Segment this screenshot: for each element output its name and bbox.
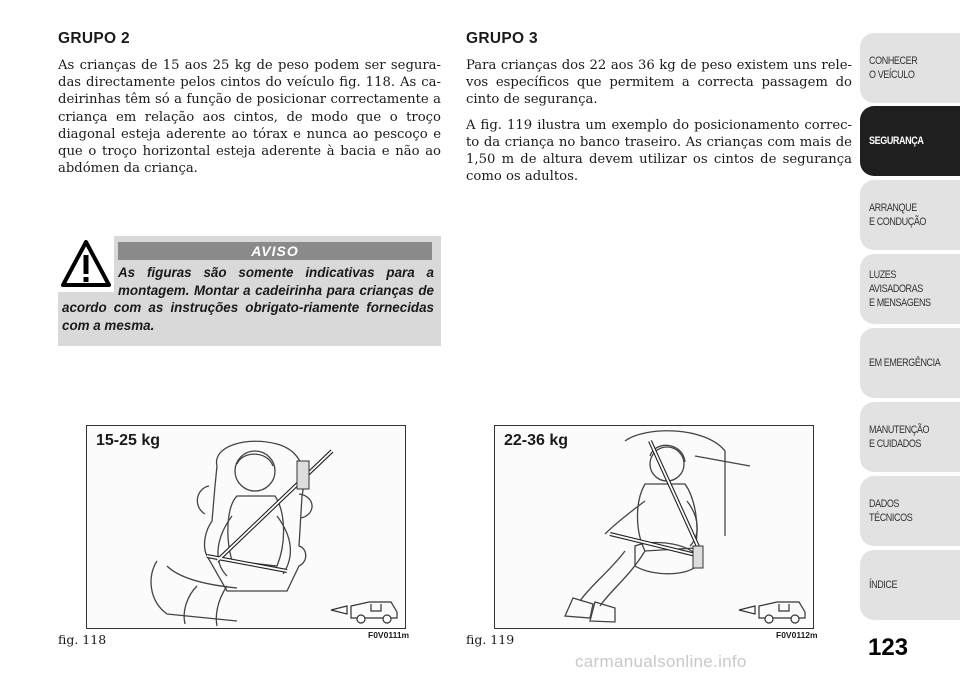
figure-119-code: F0V0112m (776, 630, 818, 640)
figure-118-code: F0V0111m (368, 630, 410, 640)
tab-arranque-e-conducao[interactable] (860, 180, 960, 250)
tab-label: ÍNDICE (869, 579, 898, 591)
figure-119 (494, 425, 814, 629)
figure-119-illustration (495, 426, 813, 628)
figure-118-caption: fig. 118 (58, 632, 107, 647)
figure-119-caption: fig. 119 (466, 632, 515, 647)
figure-118-weight-label: 15-25 kg (96, 432, 161, 449)
group-3-paragraph-2: A fig. 119 ilustra um exemplo do posicionamento correc-to da criança no banco traseiro. As crianças com mais de 1,50 m de altura devem utilizar os cintos de segurança como os adultos. (466, 117, 852, 185)
tab-label: ARRANQUE E CONDUÇÃO (869, 202, 927, 228)
tab-dados-tecnicos[interactable] (860, 476, 960, 546)
tab-label: DADOS TÉCNICOS (869, 498, 913, 524)
tab-manutencao[interactable] (860, 402, 960, 472)
group-2-paragraph: As crianças de 15 aos 25 kg de peso podem ser segura-das directamente pelos cintos do veículo fig. 118. As ca-deirinhas têm só a função de posicionar correctamente a criança em relação aos cintos, de modo que o troço diagonal esteja aderente ao tórax e nunca ao pescoço e que o troço horizontal esteja aderente à bacia e não ao abdómen da criança. (58, 58, 441, 177)
page-number: 123 (868, 634, 909, 661)
tab-label: CONHECER O VEÍCULO (869, 55, 918, 81)
group-3-heading: GRUPO 3 (466, 30, 538, 47)
warning-box (58, 236, 441, 346)
watermark: carmanualsonline.info (575, 652, 747, 671)
figure-118 (86, 425, 406, 629)
group-3-paragraph-1: Para crianças dos 22 aos 36 kg de peso existem uns rele-vos específicos que permitem a correcta passagem do cinto de segurança. (466, 58, 852, 108)
tab-indice[interactable] (860, 550, 960, 620)
warning-badge: AVISO (118, 242, 432, 260)
group-2-heading: GRUPO 2 (58, 30, 130, 47)
tab-label: MANUTENÇÃO E CUIDADOS (869, 424, 930, 450)
left-column (58, 30, 441, 185)
tab-conhecer-o-veiculo[interactable] (860, 33, 960, 103)
figure-119-weight-label: 22-36 kg (504, 432, 569, 449)
tab-label: SEGURANÇA (869, 135, 924, 147)
tab-seguranca[interactable] (860, 106, 960, 176)
tab-em-emergencia[interactable] (860, 328, 960, 398)
warning-text-content: As figuras são somente indicativas para a montagem. Montar a cadeirinha para crianças de acordo com as instruções obrigato-riamente fornecidas com a mesma. (62, 265, 434, 333)
right-column (466, 30, 852, 193)
tab-luzes-avisadoras[interactable] (860, 254, 960, 324)
figure-118-illustration (87, 426, 405, 628)
tab-label: LUZES AVISADORAS E MENSAGENS (869, 269, 931, 309)
warning-text (62, 264, 434, 334)
tab-label: EM EMERGÊNCIA (869, 357, 941, 369)
